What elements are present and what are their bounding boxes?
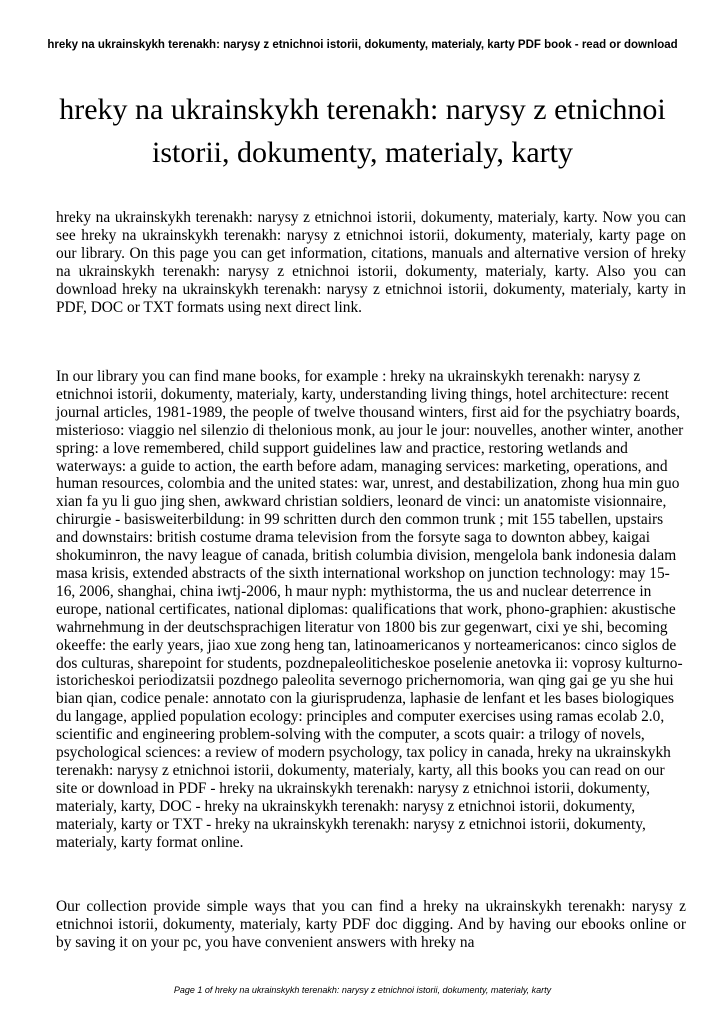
page-footer: Page 1 of hreky na ukrainskykh terenakh: narysy z etnichnoi istorii, dokumenty, materialy, karty [173, 985, 552, 995]
page-header: hreky na ukrainskykh terenakh: narysy z etnichnoi istorii, dokumenty, materialy, karty PDF book - read or download [47, 39, 678, 51]
collection-paragraph: Our collection provide simple ways that you can find a hreky na ukrainskykh terenakh: narysy z etnichnoi istorii, dokumenty, materialy, karty PDF doc digging. And by having our ebooks online or by saving it on your pc, you have convenient answers with hreky na [56, 898, 686, 951]
page-title: hreky na ukrainskykh terenakh: narysy z etnichnoi istorii, dokumenty, materialy, karty [59, 93, 666, 169]
intro-paragraph: hreky na ukrainskykh terenakh: narysy z etnichnoi istorii, dokumenty, materialy, karty. Now you can see hreky na ukrainskykh terenakh: narysy z etnichnoi istorii, dokumenty, materialy, karty page on our library. On this page you can get information, citations, manuals and alternative version of hreky na ukrainskykh terenakh: narysy z etnichnoi istorii, dokumenty, materialy, karty. Also you can download hreky na ukrainskykh terenakh: narysy z etnichnoi istorii, dokumenty, materialy, karty in PDF, DOC or TXT formats using next direct link. [56, 209, 686, 316]
library-paragraph: In our library you can find mane books, for example : hreky na ukrainskykh terenakh: narysy z etnichnoi istorii, dokumenty, materialy, karty, understanding living things, hotel architecture: recent journal articles, 1981-1989, the people of twelve thousand winters, first aid for the psychiatry boards, misterioso: viaggio nel silenzio di thelonious monk, au jour le jour: nouvelles, another winter, another spring: a love remembered, child support guidelines law and practice, restoring wetlands and waterways: a guide to action, the earth before adam, managing services: marketing, operations, and human resources, colombia and the united states: war, unrest, and destabilization, zhong hua min guo xian fa yu li guo jing shen, awkward christian soldiers, leonard de vinci: un anatomiste visionnaire, chirurgie - basisweiterbildung: in 99 schritten durch den common trunk ; mit 155 tabellen, upstairs and downstairs: british costume drama television from the forsyte saga to downton abbey, kaigai shokuminron, the navy league of canada, british columbia division, mengelola bank indonesia dalam masa krisis, extended abstracts of the sixth international workshop on junction technology: may 15-16, 2006, shanghai, china iwtj-2006, h maur nyph: mythistorma, the us and nuclear deterrence in europe, national certificates, national diplomas: qualifications that work, phono-graphien: akustische wahrnehmung in der deutschsprachigen literatur von 1800 bis zur gegenwart, cixi ye shi, becoming okeeffe: the early years, jiao xue zong heng tan, latinoamericanos y norteamericanos: cinco siglos de dos culturas, sharepoint for students, pozdnepaleoliticheskoe poselenie anetovka ii: voprosy kulturno-istoricheskoi periodizatsii pozdnego paleolita severnogo prichernomoria, wan qing gai ge yu she hui bian qian, codice penale: annotato con la giurisprudenza, laphasie de lenfant et les bases biologiques du langage, applied population ecology: principles and computer exercises using ramas ecolab 2.0, scientific and engineering problem-solving with the computer, a scots quair: a trilogy of novels, psychological sciences: a review of modern psychology, tax policy in canada, hreky na ukrainskykh terenakh: narysy z etnichnoi istorii, dokumenty, materialy, karty, all this books you can read on our site or download in PDF - hreky na ukrainskykh terenakh: narysy z etnichnoi istorii, dokumenty, materialy, karty, DOC - hreky na ukrainskykh terenakh: narysy z etnichnoi istorii, dokumenty, materialy, karty or TXT - hreky na ukrainskykh terenakh: narysy z etnichnoi istorii, dokumenty, materialy, karty format online. [56, 368, 684, 851]
